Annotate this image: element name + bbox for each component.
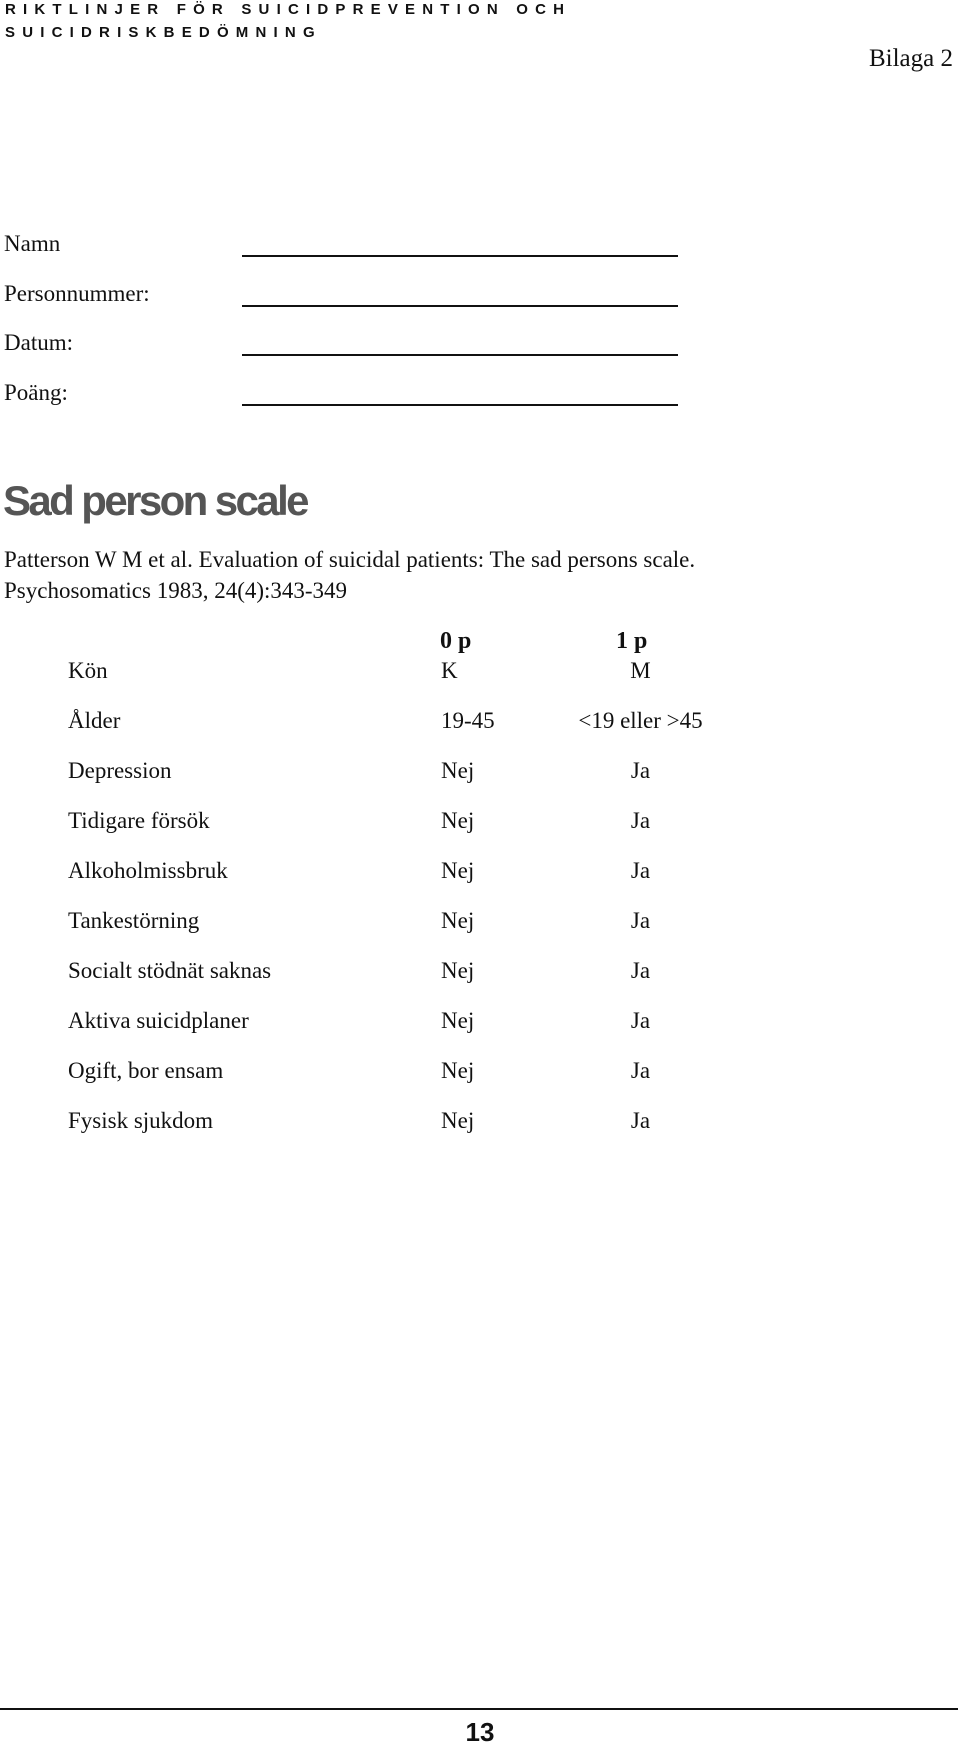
criterion-cell: Tankestörning — [68, 908, 200, 933]
zero-point-cell: Nej — [441, 1058, 475, 1083]
table-row — [68, 956, 768, 1006]
footer-rule — [0, 1708, 958, 1710]
one-point-cell: <19 eller >45 — [578, 708, 703, 733]
reference-line-2: Psychosomatics 1983, 24(4):343-349 — [4, 578, 348, 603]
criterion-cell: Ogift, bor ensam — [68, 1058, 224, 1083]
criterion-cell: Ålder — [68, 708, 121, 733]
scale-title: Sad person scale — [3, 477, 307, 524]
form-label-date: Datum: — [4, 330, 73, 355]
form-label-score: Poäng: — [4, 380, 68, 405]
zero-point-cell: Nej — [441, 908, 475, 933]
zero-point-cell: Nej — [441, 1008, 475, 1033]
name-field-line[interactable] — [242, 255, 678, 257]
running-header-line-2: SUICIDRISKBEDÖMNING — [5, 24, 322, 41]
table-row — [68, 756, 768, 806]
form-row-personal-number — [4, 279, 704, 309]
column-header-0p: 0 p — [440, 628, 472, 654]
criterion-cell: Alkoholmissbruk — [68, 858, 228, 883]
column-header-1p: 1 p — [616, 628, 648, 654]
table-row — [68, 856, 768, 906]
criterion-cell: Fysisk sjukdom — [68, 1108, 214, 1133]
table-row — [68, 906, 768, 956]
table-row — [68, 806, 768, 856]
scale-table — [68, 656, 768, 1156]
reference-line-1: Patterson W M et al. Evaluation of suicidal patients: The sad persons scale. — [4, 547, 696, 572]
zero-point-cell: Nej — [441, 958, 475, 983]
one-point-cell: Ja — [630, 958, 651, 983]
zero-point-cell: K — [441, 658, 458, 683]
score-field-line[interactable] — [242, 404, 678, 406]
zero-point-cell: Nej — [441, 858, 475, 883]
zero-point-cell: 19-45 — [441, 708, 495, 733]
form-row-name — [4, 229, 704, 259]
running-header-line-1: RIKTLINJER FÖR SUICIDPREVENTION OCH — [5, 1, 572, 18]
zero-point-cell: Nej — [441, 808, 475, 833]
one-point-cell: Ja — [630, 908, 651, 933]
table-row — [68, 1006, 768, 1056]
criterion-cell: Aktiva suicidplaner — [68, 1008, 249, 1033]
criterion-cell: Depression — [68, 758, 172, 783]
page-number: 13 — [465, 1717, 495, 1747]
form-row-score — [4, 378, 704, 408]
one-point-cell: Ja — [630, 858, 651, 883]
form-row-date — [4, 328, 704, 358]
one-point-cell: Ja — [630, 1008, 651, 1033]
table-row — [68, 1106, 768, 1156]
one-point-cell: Ja — [630, 1058, 651, 1083]
table-row — [68, 706, 768, 756]
criterion-cell: Tidigare försök — [68, 808, 210, 833]
one-point-cell: Ja — [630, 758, 651, 783]
zero-point-cell: Nej — [441, 1108, 475, 1133]
one-point-cell: M — [630, 658, 651, 683]
criterion-cell: Socialt stödnät saknas — [68, 958, 272, 983]
form-label-personal-number: Personnummer: — [4, 281, 150, 306]
appendix-label: Bilaga 2 — [868, 45, 953, 72]
table-row — [68, 656, 768, 706]
date-field-line[interactable] — [242, 354, 678, 356]
criterion-cell: Kön — [68, 658, 108, 683]
personal-number-field-line[interactable] — [242, 305, 678, 307]
one-point-cell: Ja — [630, 1108, 651, 1133]
table-row — [68, 1056, 768, 1106]
form-label-name: Namn — [4, 231, 61, 256]
one-point-cell: Ja — [630, 808, 651, 833]
zero-point-cell: Nej — [441, 758, 475, 783]
